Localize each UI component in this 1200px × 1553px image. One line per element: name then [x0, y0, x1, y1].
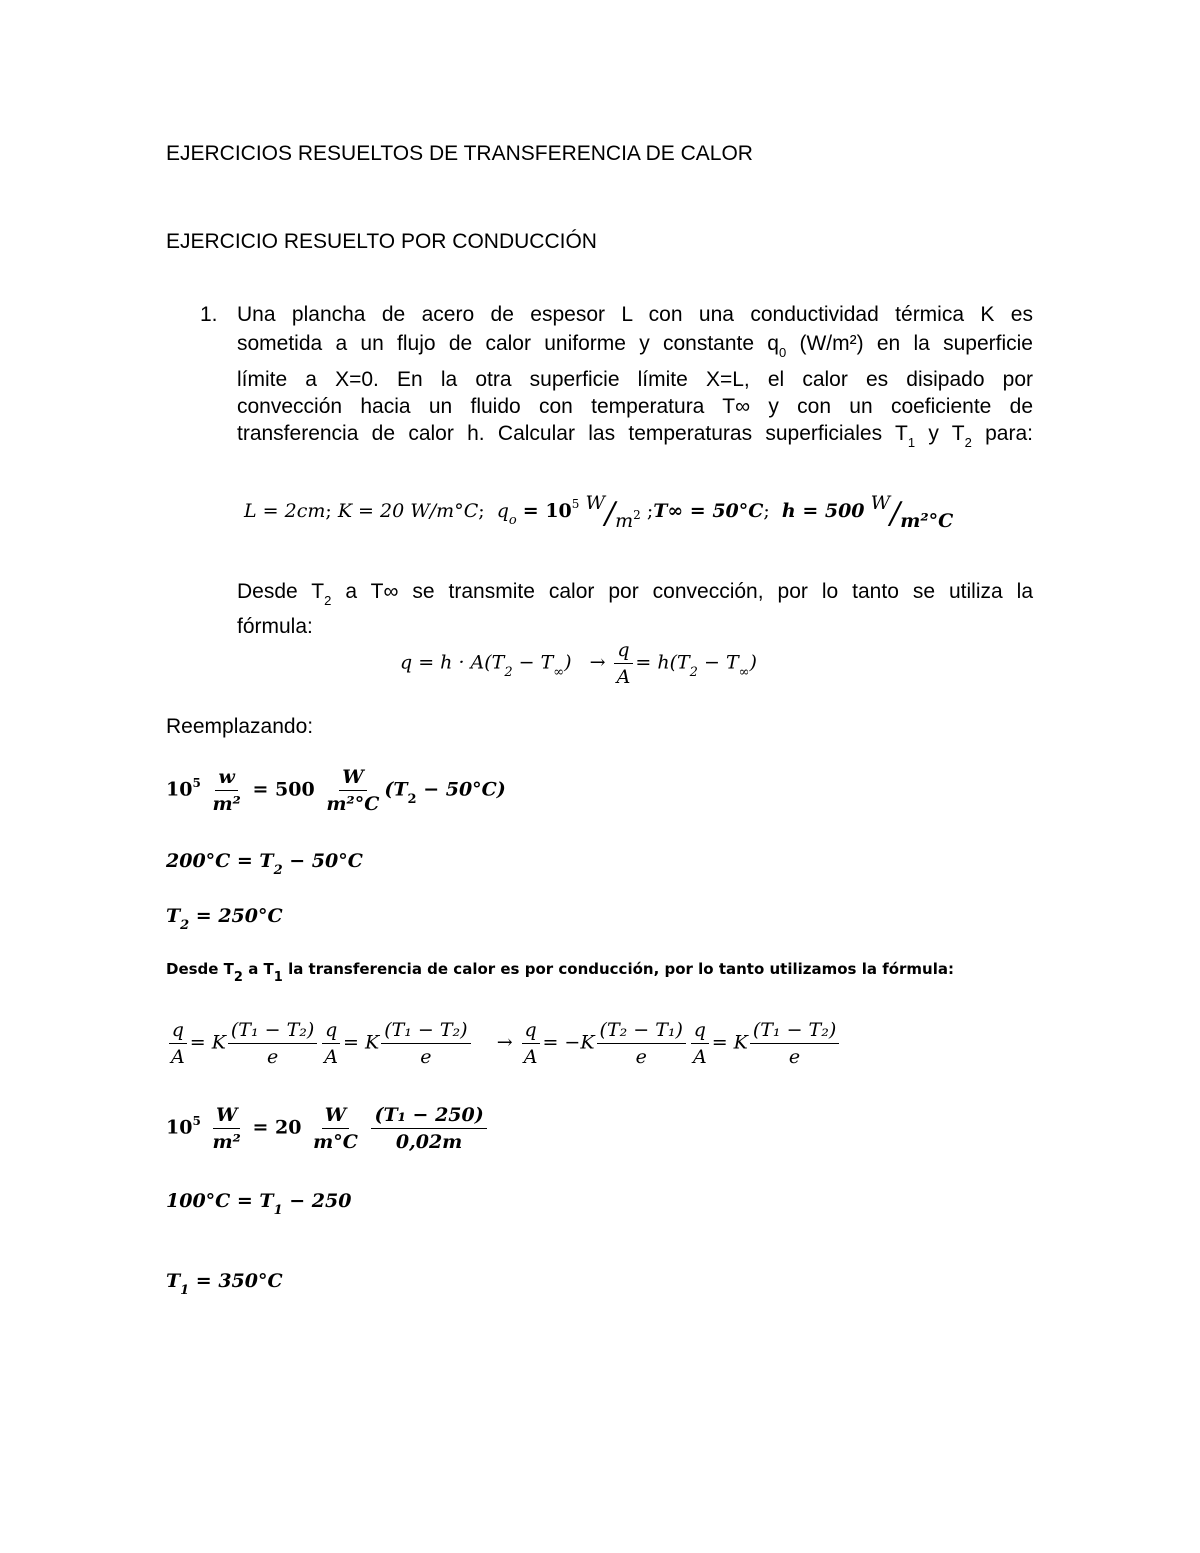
- equation-4: $\frac{q}{A}$ = K $\frac{\text{(T₁ − T₂)}}{e}$ $\frac{q}{A}$ = K $\frac{\text{(T₁ − T₂)}}{e}$ → $\frac{q}{A}$ = −K $\frac{\text{(T₂ − T₁)}}{e}$ $\frac{q}{A}$ = K $\frac{\text{(T₁ − T₂)}}{e}$: [166, 1018, 841, 1069]
- given-values: L = 2cm; K = 20 W/m°C; $q_o = 10^5$ W/m2 ;T∞ = 50°C; h = 500 W/m²°C: [244, 492, 954, 532]
- problem-line-2: sometida a un flujo de calor uniforme y constante $q_0$ (W/m²) en la superficie: [237, 332, 1033, 360]
- equation-1: $10^5$ $\frac{w}{\text{m²}}$ = 500 $\frac{W}{\text{m²°C}}$ $(T_2 - 50^\circ C)$: [166, 766, 506, 815]
- reemplazando-label: Reemplazando:: [166, 715, 314, 738]
- problem-number: 1.: [200, 303, 218, 326]
- problem-line-5: transferencia de calor h. Calcular las temperaturas superficiales $T_1$ y $T_2$ para:: [237, 422, 1033, 450]
- equation-7: $T_1 = 350^\circ C$: [166, 1270, 283, 1298]
- problem-line-1: Una plancha de acero de espesor L con una conductividad térmica K es: [237, 303, 1033, 326]
- convection-line-2: fórmula:: [237, 615, 313, 638]
- equation-6: $100^\circ C = T_1 - 250$: [166, 1190, 352, 1218]
- convection-line-1: Desde $T_2$ a T∞ se transmite calor por convección, por lo tanto se utiliza la: [237, 580, 1033, 608]
- problem-line-3: límite a X=0. En la otra superficie límite X=L, el calor es disipado por: [237, 368, 1033, 391]
- equation-5: $10^5$ $\frac{W}{\text{m²}}$ = 20 $\frac{W}{m^\circ C}$ $\frac{\text{(T₁ − 250)}}{0,02m}$: [166, 1103, 489, 1154]
- section-heading: EJERCICIO RESUELTO POR CONDUCCIÓN: [166, 230, 597, 253]
- equation-3: $T_2 = 250^\circ C$: [166, 905, 283, 933]
- page-title: EJERCICIOS RESUELTOS DE TRANSFERENCIA DE CALOR: [166, 142, 753, 165]
- convection-formula: $q = h \cdot A(T_2 - T_\infty)$ → $\frac{q}{A}$ = $h(T_2 - T_\infty)$: [400, 639, 757, 688]
- equation-2: $200^\circ C = T_2 - 50^\circ C$: [166, 850, 363, 878]
- conduction-sentence: Desde T2 a T1 la transferencia de calor es por conducción, por lo tanto utilizamos la fórmula:: [166, 960, 954, 985]
- problem-line-4: convección hacia un fluido con temperatura T∞ y con un coeficiente de: [237, 395, 1033, 418]
